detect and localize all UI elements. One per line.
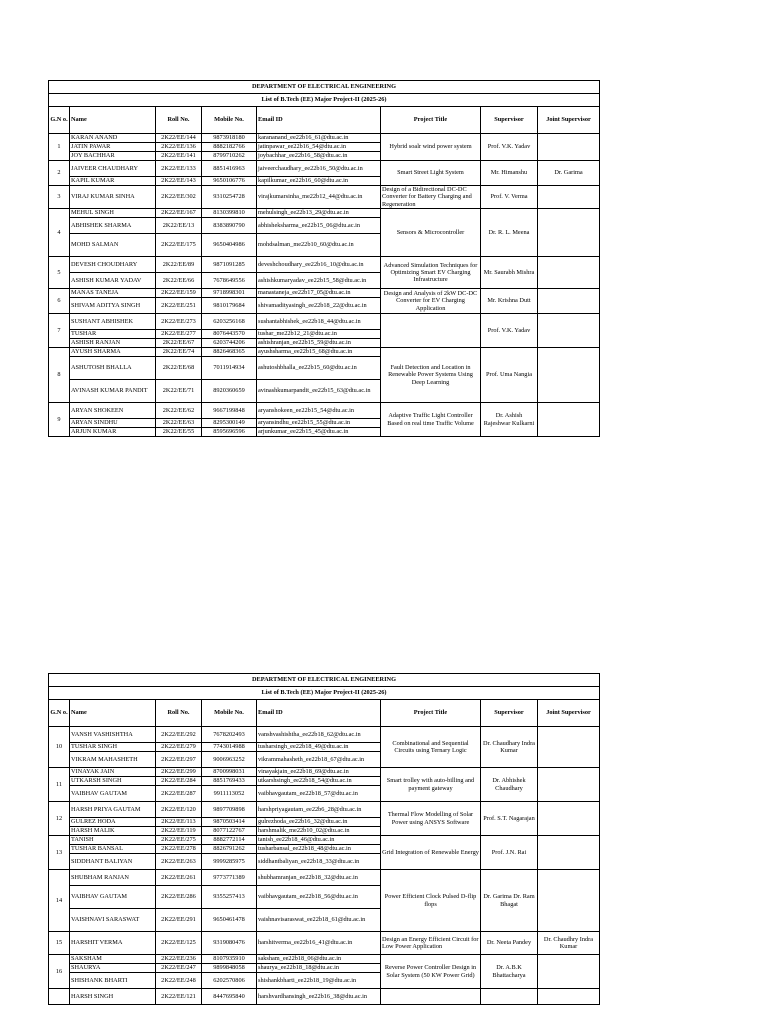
table-row [49, 989, 600, 1005]
header-roll-no: Roll No. [156, 700, 202, 727]
email-address: aryanshokeen_ee22b15_54@dtu.ac.in [257, 403, 381, 419]
table-row [49, 932, 600, 955]
email-address: gulrezhoda_ee22b16_32@dtu.ac.in [257, 818, 381, 827]
group-number: 12 [49, 802, 70, 836]
mobile-number: 8799710262 [202, 152, 257, 161]
roll-number: 2K22/EE/297 [156, 752, 202, 768]
project-list-sheet-2 [48, 673, 599, 1005]
student-name: JATIN PAWAR [70, 143, 156, 152]
supervisor: Prof. V.K. Yadav [481, 314, 538, 348]
header-joint-supervisor: Joint Supervisor [538, 700, 600, 727]
group-number: 5 [49, 257, 70, 289]
mobile-number: 8882182766 [202, 143, 257, 152]
student-name: SIDDHANT BALIYAN [70, 854, 156, 870]
group-number: 3 [49, 186, 70, 209]
email-address: shivamadityasingh_ee22b18_22@dtu.ac.in [257, 298, 381, 314]
student-name: SHUBHAM RANJAN [70, 870, 156, 886]
student-name: VAIBHAV GAUTAM [70, 886, 156, 909]
group-number: 2 [49, 161, 70, 186]
email-address: vikrammahasheth_ee22b18_67@dtu.ac.in [257, 752, 381, 768]
email-address: virajkumarsinha_me22b12_44@dtu.ac.in [257, 186, 381, 209]
email-address: harshpriyagautam_ee22b6_28@dtu.ac.in [257, 802, 381, 818]
email-address: jaiveerchaudhary_ee22b16_50@dtu.ac.in [257, 161, 381, 177]
roll-number: 2K22/EE/302 [156, 186, 202, 209]
student-name: ARYAN SHOKEEN [70, 403, 156, 419]
joint-supervisor [538, 870, 600, 932]
mobile-number: 9667199848 [202, 403, 257, 419]
mobile-number: 8920360659 [202, 380, 257, 403]
email-address: tusharbansal_ee22b18_48@dtu.ac.in [257, 845, 381, 854]
mobile-number: 9650461478 [202, 909, 257, 932]
email-address: tushar_me22b12_21@dtu.ac.in [257, 330, 381, 339]
supervisor: Dr. Neeta Pandey [481, 932, 538, 955]
mobile-number: 6203744206 [202, 339, 257, 348]
joint-supervisor [538, 403, 600, 437]
supervisor: Dr. A.B.K Bhattacharya [481, 955, 538, 989]
email-address: harshmalik_me22b10_02@dtu.ac.in [257, 827, 381, 836]
table-row [49, 289, 600, 298]
supervisor: Mr. Saurabh Mishra [481, 257, 538, 289]
email-address: sushantabhishek_ee22b18_44@dtu.ac.in [257, 314, 381, 330]
supervisor: Dr. Abhishek Chaudhary [481, 768, 538, 802]
email-address: shubhamranjan_ee22b18_32@dtu.ac.in [257, 870, 381, 886]
project-title: Adaptive Traffic Light Controller Based on real time Traffic Volume [381, 403, 481, 437]
student-name: SUSHANT ABHISHEK [70, 314, 156, 330]
table-row [49, 314, 600, 330]
mobile-number: 9773771389 [202, 870, 257, 886]
project-title [381, 989, 481, 1005]
supervisor: Mr. Krishna Dutt [481, 289, 538, 314]
supervisor: Dr. Chaudhary Indra Kumar [481, 727, 538, 768]
email-address: ashutoshbhalla_ee22b15_60@dtu.ac.in [257, 357, 381, 380]
supervisor: Prof. V.K. Yadav [481, 134, 538, 161]
header-mobile-no: Mobile No. [202, 700, 257, 727]
roll-number: 2K22/EE/74 [156, 348, 202, 357]
header-roll-no: Roll No. [156, 107, 202, 134]
roll-number: 2K22/EE/175 [156, 234, 202, 257]
roll-number: 2K22/EE/263 [156, 854, 202, 870]
email-address: utkarshsingh_ee22b18_54@dtu.ac.in [257, 777, 381, 786]
student-name: HARSH PRIYA GAUTAM [70, 802, 156, 818]
joint-supervisor [538, 186, 600, 209]
roll-number: 2K22/EE/62 [156, 403, 202, 419]
mobile-number: 8130399810 [202, 209, 257, 218]
table-row [49, 955, 600, 964]
email-address: karananand_ee22b16_61@dtu.ac.in [257, 134, 381, 143]
email-address: manastaneja_ee22b17_05@dtu.ac.in [257, 289, 381, 298]
header-supervisor: Supervisor [481, 107, 538, 134]
roll-number: 2K22/EE/136 [156, 143, 202, 152]
student-name: SHIVAM ADITYA SINGH [70, 298, 156, 314]
mobile-number: 9911113052 [202, 786, 257, 802]
roll-number: 2K22/EE/71 [156, 380, 202, 403]
roll-number: 2K22/EE/167 [156, 209, 202, 218]
email-address: harshitverma_ee22b16_41@dtu.ac.in [257, 932, 381, 955]
student-name: MOHD SALMAN [70, 234, 156, 257]
roll-number: 2K22/EE/119 [156, 827, 202, 836]
project-title: Reverse Power Controller Design in Solar System (50 KW Power Grid) [381, 955, 481, 989]
supervisor: Prof. V. Verma [481, 186, 538, 209]
mobile-number: 8076443570 [202, 330, 257, 339]
student-name: VANSH VASHISHTHA [70, 727, 156, 743]
mobile-number: 8447695840 [202, 989, 257, 1005]
supervisor [481, 989, 538, 1005]
student-name: ASHISH RANJAN [70, 339, 156, 348]
email-address: vaishnavisaraswat_ee22b18_61@dtu.ac.in [257, 909, 381, 932]
email-address: abhisheksharma_ee22b15_06@dtu.ac.in [257, 218, 381, 234]
header-mobile-no: Mobile No. [202, 107, 257, 134]
student-name: TUSHAR BANSAL [70, 845, 156, 854]
group-number [49, 989, 70, 1005]
roll-number: 2K22/EE/291 [156, 909, 202, 932]
student-name: AYUSH SHARMA [70, 348, 156, 357]
group-number: 11 [49, 768, 70, 802]
list-subtitle: List of B.Tech (EE) Major Project-II (2025-26) [49, 94, 600, 107]
mobile-number: 9650106776 [202, 177, 257, 186]
roll-number: 2K22/EE/143 [156, 177, 202, 186]
email-address: tusharsingh_ee22b18_49@dtu.ac.in [257, 743, 381, 752]
project-title: Hybrid soalr wind power system [381, 134, 481, 161]
mobile-number: 8851416963 [202, 161, 257, 177]
email-address: vanshvashishtha_ee22b18_62@dtu.ac.in [257, 727, 381, 743]
project-title: Grid Integration of Renewable Energy [381, 836, 481, 870]
student-name: VIRAJ KUMAR SINHA [70, 186, 156, 209]
table-row [49, 768, 600, 777]
roll-number: 2K22/EE/248 [156, 973, 202, 989]
student-name: KARAN ANAND [70, 134, 156, 143]
roll-number: 2K22/EE/144 [156, 134, 202, 143]
group-number: 4 [49, 209, 70, 257]
roll-number: 2K22/EE/68 [156, 357, 202, 380]
project-title: Design an Energy Efficient Circuit for Low Power Application [381, 932, 481, 955]
supervisor: Prof. Uma Nangia [481, 348, 538, 403]
mobile-number: 9999285975 [202, 854, 257, 870]
mobile-number: 7678202493 [202, 727, 257, 743]
roll-number: 2K22/EE/89 [156, 257, 202, 273]
mobile-number: 9871091285 [202, 257, 257, 273]
roll-number: 2K22/EE/113 [156, 818, 202, 827]
student-name: TUSHAR SINGH [70, 743, 156, 752]
mobile-number: 8295300149 [202, 419, 257, 428]
student-name: VIKRAM MAHASHETH [70, 752, 156, 768]
roll-number: 2K22/EE/287 [156, 786, 202, 802]
table-row [49, 186, 600, 209]
table-row [49, 403, 600, 419]
project-title: Sensors & Microcontroller [381, 209, 481, 257]
roll-number: 2K22/EE/141 [156, 152, 202, 161]
header-email: Email ID [257, 700, 381, 727]
mobile-number: 7011914934 [202, 357, 257, 380]
group-number: 7 [49, 314, 70, 348]
project-title: Fault Detection and Location in Renewable Power Systems Using Deep Learning [381, 348, 481, 403]
joint-supervisor [538, 257, 600, 289]
group-number: 15 [49, 932, 70, 955]
mobile-number: 7678649556 [202, 273, 257, 289]
group-number: 6 [49, 289, 70, 314]
student-name: SHISHANK BHARTI [70, 973, 156, 989]
mobile-number: 9718998301 [202, 289, 257, 298]
table-row [49, 802, 600, 818]
roll-number: 2K22/EE/125 [156, 932, 202, 955]
joint-supervisor [538, 727, 600, 768]
roll-number: 2K22/EE/67 [156, 339, 202, 348]
mobile-number: 6203256168 [202, 314, 257, 330]
student-name: ASHISH KUMAR YADAV [70, 273, 156, 289]
project-list-sheet-1 [48, 80, 599, 437]
student-name: GULREZ HODA [70, 818, 156, 827]
roll-number: 2K22/EE/247 [156, 964, 202, 973]
email-address: aryansindhu_ee22b15_55@dtu.ac.in [257, 419, 381, 428]
mobile-number: 9870503414 [202, 818, 257, 827]
email-address: vinayakjain_ee22b18_69@dtu.ac.in [257, 768, 381, 777]
department-title: DEPARTMENT OF ELECTRICAL ENGINEERING [49, 674, 600, 687]
email-address: vaibhavgautam_ee22b18_57@dtu.ac.in [257, 786, 381, 802]
roll-number: 2K22/EE/277 [156, 330, 202, 339]
email-address: mohdsalman_me22b10_60@dtu.ac.in [257, 234, 381, 257]
project-table [48, 80, 600, 437]
supervisor: Dr. R. L. Meena [481, 209, 538, 257]
mobile-number: 6202570806 [202, 973, 257, 989]
group-number: 16 [49, 955, 70, 989]
joint-supervisor [538, 836, 600, 870]
project-title [381, 314, 481, 348]
joint-supervisor [538, 134, 600, 161]
roll-number: 2K22/EE/286 [156, 886, 202, 909]
student-name: VAISHNAVI SARASWAT [70, 909, 156, 932]
joint-supervisor [538, 768, 600, 802]
table-row [49, 348, 600, 357]
roll-number: 2K22/EE/121 [156, 989, 202, 1005]
student-name: ASHUTOSH BHALLA [70, 357, 156, 380]
roll-number: 2K22/EE/120 [156, 802, 202, 818]
group-number: 9 [49, 403, 70, 437]
roll-number: 2K22/EE/275 [156, 836, 202, 845]
email-address: tanish_ee22b18_46@dtu.ac.in [257, 836, 381, 845]
joint-supervisor [538, 289, 600, 314]
joint-supervisor [538, 348, 600, 403]
project-title: Smart trolley with auto-billing and payment gateway [381, 768, 481, 802]
project-title: Power Efficient Clock Pulsed D-flip flops [381, 870, 481, 932]
roll-number: 2K22/EE/278 [156, 845, 202, 854]
project-title: Advanced Simulation Techniques for Optimizing Smart EV Charging Infrastructure [381, 257, 481, 289]
table-row [49, 161, 600, 177]
email-address: vaibhavgautam_ee22b18_56@dtu.ac.in [257, 886, 381, 909]
roll-number: 2K22/EE/292 [156, 727, 202, 743]
email-address: saksham_ee22b18_06@dtu.ac.in [257, 955, 381, 964]
mobile-number: 9355257413 [202, 886, 257, 909]
joint-supervisor [538, 802, 600, 836]
roll-number: 2K22/EE/273 [156, 314, 202, 330]
student-name: TANISH [70, 836, 156, 845]
supervisor: Dr. Garima Dr. Ram Bhagat [481, 870, 538, 932]
supervisor: Mr. Himanshu [481, 161, 538, 186]
header-joint-supervisor: Joint Supervisor [538, 107, 600, 134]
table-row [49, 727, 600, 743]
mobile-number: 7743014988 [202, 743, 257, 752]
header-project-title: Project Title [381, 700, 481, 727]
student-name: VAIBHAV GAUTAM [70, 786, 156, 802]
mobile-number: 8826468365 [202, 348, 257, 357]
email-address: joybachhar_ee22b16_58@dtu.ac.in [257, 152, 381, 161]
email-address: kapilkumar_ee22b16_60@dtu.ac.in [257, 177, 381, 186]
student-name: JAIVEER CHAUDHARY [70, 161, 156, 177]
student-name: KAPIL KUMAR [70, 177, 156, 186]
header-project-title: Project Title [381, 107, 481, 134]
email-address: arjunkumar_ee22b15_45@dtu.ac.in [257, 428, 381, 437]
student-name: SHAURYA [70, 964, 156, 973]
table-row [49, 836, 600, 845]
table-row [49, 257, 600, 273]
student-name: HARSH MALIK [70, 827, 156, 836]
student-name: TUSHAR [70, 330, 156, 339]
roll-number: 2K22/EE/63 [156, 419, 202, 428]
header-name: Name [70, 107, 156, 134]
roll-number: 2K22/EE/261 [156, 870, 202, 886]
mobile-number: 9897709898 [202, 802, 257, 818]
project-title: Design of a Bidirectional DC-DC Converter for Battery Charging and Regeneration [381, 186, 481, 209]
student-name: MEHUL SINGH [70, 209, 156, 218]
student-name: HARSH SINGH [70, 989, 156, 1005]
header-group-no: G.N o. [49, 700, 70, 727]
student-name: ARJUN KUMAR [70, 428, 156, 437]
project-title: Combinational and Sequential Circuits using Ternary Logic [381, 727, 481, 768]
group-number: 10 [49, 727, 70, 768]
email-address: harshvardhansingh_ee22b16_38@dtu.ac.in [257, 989, 381, 1005]
group-number: 8 [49, 348, 70, 403]
joint-supervisor: Dr. Garima [538, 161, 600, 186]
joint-supervisor [538, 955, 600, 989]
mobile-number: 9650404986 [202, 234, 257, 257]
group-number: 1 [49, 134, 70, 161]
joint-supervisor [538, 989, 600, 1005]
email-address: ashishranjan_ee22b15_59@dtu.ac.in [257, 339, 381, 348]
header-name: Name [70, 700, 156, 727]
student-name: AVINASH KUMAR PANDIT [70, 380, 156, 403]
list-subtitle: List of B.Tech (EE) Major Project-II (2025-26) [49, 687, 600, 700]
student-name: JOY BACHHAR [70, 152, 156, 161]
supervisor: Prof. S.T. Nagarajan [481, 802, 538, 836]
mobile-number: 8383890790 [202, 218, 257, 234]
header-supervisor: Supervisor [481, 700, 538, 727]
student-name: DEVESH CHOUDHARY [70, 257, 156, 273]
email-address: mehulsingh_ee22b13_29@dtu.ac.in [257, 209, 381, 218]
header-email: Email ID [257, 107, 381, 134]
mobile-number: 8595696596 [202, 428, 257, 437]
student-name: SAKSHAM [70, 955, 156, 964]
email-address: deveshchoudhary_ee22b16_10@dtu.ac.in [257, 257, 381, 273]
project-table [48, 673, 600, 1005]
roll-number: 2K22/EE/55 [156, 428, 202, 437]
mobile-number: 8700998031 [202, 768, 257, 777]
table-row [49, 209, 600, 218]
student-name: ABHISHEK SHARMA [70, 218, 156, 234]
mobile-number: 8826791262 [202, 845, 257, 854]
student-name: UTKARSH SINGH [70, 777, 156, 786]
department-title: DEPARTMENT OF ELECTRICAL ENGINEERING [49, 81, 600, 94]
roll-number: 2K22/EE/284 [156, 777, 202, 786]
student-name: MANAS TANEJA [70, 289, 156, 298]
email-address: ashishkumaryadav_ee22b15_58@dtu.ac.in [257, 273, 381, 289]
table-row [49, 870, 600, 886]
table-row [49, 134, 600, 143]
roll-number: 2K22/EE/133 [156, 161, 202, 177]
mobile-number: 9006963252 [202, 752, 257, 768]
roll-number: 2K22/EE/251 [156, 298, 202, 314]
mobile-number: 8077122767 [202, 827, 257, 836]
email-address: siddhantbaliyan_ee22b18_33@dtu.ac.in [257, 854, 381, 870]
project-title: Design and Analysis of 2kW DC-DC Converter for EV Charging Application [381, 289, 481, 314]
student-name: HARSHIT VERMA [70, 932, 156, 955]
roll-number: 2K22/EE/13 [156, 218, 202, 234]
group-number: 14 [49, 870, 70, 932]
roll-number: 2K22/EE/279 [156, 743, 202, 752]
mobile-number: 9873918180 [202, 134, 257, 143]
roll-number: 2K22/EE/236 [156, 955, 202, 964]
email-address: shaurya_ee22b18_18@dtu.ac.in [257, 964, 381, 973]
roll-number: 2K22/EE/159 [156, 289, 202, 298]
mobile-number: 8851769433 [202, 777, 257, 786]
roll-number: 2K22/EE/299 [156, 768, 202, 777]
mobile-number: 8882772114 [202, 836, 257, 845]
mobile-number: 9899848058 [202, 964, 257, 973]
joint-supervisor [538, 314, 600, 348]
project-title: Thermal Flow Modelling of Solar Power using ANSYS Software [381, 802, 481, 836]
mobile-number: 9319080476 [202, 932, 257, 955]
supervisor: Prof. J.N. Rai [481, 836, 538, 870]
mobile-number: 9810179684 [202, 298, 257, 314]
supervisor: Dr. Ashish Rajeshwar Kulkarni [481, 403, 538, 437]
roll-number: 2K22/EE/66 [156, 273, 202, 289]
email-address: shishankbharti_ee22b18_19@dtu.ac.in [257, 973, 381, 989]
student-name: VINAYAK JAIN [70, 768, 156, 777]
group-number: 13 [49, 836, 70, 870]
joint-supervisor [538, 209, 600, 257]
email-address: ayushsharma_ee22b15_68@dtu.ac.in [257, 348, 381, 357]
email-address: avinashkumarpandit_ee22b15_63@dtu.ac.in [257, 380, 381, 403]
student-name: ARYAN SINDHU [70, 419, 156, 428]
email-address: jatinpawar_ee22b16_54@dtu.ac.in [257, 143, 381, 152]
project-title: Smart Street Light System [381, 161, 481, 186]
header-group-no: G.N o. [49, 107, 70, 134]
joint-supervisor: Dr. Chaudhry Indra Kumar [538, 932, 600, 955]
mobile-number: 9310254728 [202, 186, 257, 209]
mobile-number: 8107935910 [202, 955, 257, 964]
